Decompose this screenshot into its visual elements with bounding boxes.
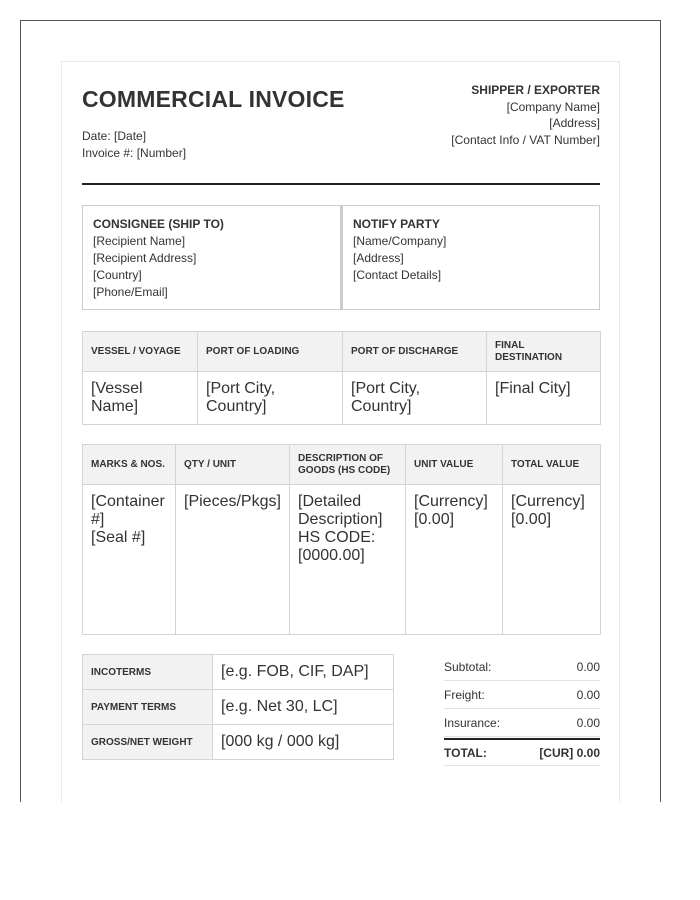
- total-value-cell: [503, 485, 601, 635]
- consignee-name: [Recipient Name]: [93, 234, 186, 248]
- terms-row: [83, 725, 394, 760]
- unit-currency: [Currency]: [414, 493, 488, 510]
- column-header: UNIT VALUE: [406, 445, 503, 485]
- seal-number: [Seal #]: [91, 529, 146, 546]
- goods-header-row: [83, 445, 601, 485]
- weight-value: [000 kg / 000 kg]: [213, 725, 394, 760]
- shipping-table: [82, 331, 601, 425]
- subtotal-label: Subtotal:: [444, 659, 492, 674]
- grand-total-value: [CUR] 0.00: [539, 745, 600, 760]
- shipper-block: [451, 82, 600, 148]
- consignee-address: [Recipient Address]: [93, 251, 197, 265]
- unit-amount: [0.00]: [414, 511, 455, 528]
- column-header: QTY / UNIT: [176, 445, 290, 485]
- insurance-row: [444, 709, 600, 737]
- invoice-meta: [82, 128, 186, 161]
- payment-terms-label: PAYMENT TERMS: [83, 690, 213, 725]
- hs-code: HS CODE: [0000.00]: [298, 529, 376, 564]
- consignee-country: [Country]: [93, 268, 142, 282]
- incoterms-value: [e.g. FOB, CIF, DAP]: [213, 655, 394, 690]
- column-header: VESSEL / VOYAGE: [83, 332, 198, 372]
- marks-cell: [83, 485, 176, 635]
- totals-block: [444, 653, 600, 766]
- terms-row: [83, 655, 394, 690]
- weight-label: GROSS/NET WEIGHT: [83, 725, 213, 760]
- description-cell: [290, 485, 406, 635]
- shipping-header-row: [83, 332, 601, 372]
- total-currency: [Currency]: [511, 493, 585, 510]
- goods-table: [82, 444, 601, 635]
- payment-terms-value: [e.g. Net 30, LC]: [213, 690, 394, 725]
- goods-description: [Detailed Description]: [298, 493, 383, 528]
- shipping-row: [83, 372, 601, 425]
- table-row: [83, 485, 601, 635]
- total-amount: [0.00]: [511, 511, 552, 528]
- consignee-contact: [Phone/Email]: [93, 285, 168, 299]
- consignee-heading: CONSIGNEE (SHIP TO): [93, 217, 224, 231]
- column-header: TOTAL VALUE: [503, 445, 601, 485]
- terms-row: [83, 690, 394, 725]
- notify-party-box: [341, 205, 600, 310]
- column-header: PORT OF DISCHARGE: [343, 332, 487, 372]
- terms-table: [82, 654, 394, 760]
- header-divider: [82, 183, 600, 185]
- freight-row: [444, 681, 600, 709]
- notify-name: [Name/Company]: [353, 234, 447, 248]
- qty-cell: [Pieces/Pkgs]: [176, 485, 290, 635]
- notify-address: [Address]: [353, 251, 404, 265]
- insurance-value: 0.00: [576, 715, 600, 730]
- port-loading-cell: [Port City, Country]: [198, 372, 343, 425]
- grand-total-label: TOTAL:: [444, 745, 487, 760]
- column-header: FINAL DESTINATION: [487, 332, 601, 372]
- shipper-contact: [Contact Info / VAT Number]: [451, 132, 600, 147]
- subtotal-value: 0.00: [576, 659, 600, 674]
- final-destination-cell: [Final City]: [487, 372, 601, 425]
- shipper-address: [Address]: [549, 116, 600, 130]
- column-header: DESCRIPTION OF GOODS (HS CODE): [290, 445, 406, 485]
- port-discharge-cell: [Port City, Country]: [343, 372, 487, 425]
- subtotal-row: [444, 653, 600, 681]
- invoice-number: Invoice #: [Number]: [82, 145, 187, 160]
- insurance-label: Insurance:: [444, 715, 501, 730]
- notify-contact: [Contact Details]: [353, 268, 442, 282]
- grand-total-row: [444, 738, 600, 766]
- unit-value-cell: [406, 485, 503, 635]
- shipper-heading: SHIPPER / EXPORTER: [471, 83, 600, 97]
- notify-heading: NOTIFY PARTY: [353, 217, 440, 231]
- column-header: PORT OF LOADING: [198, 332, 343, 372]
- invoice-date: Date: [Date]: [82, 129, 147, 143]
- incoterms-label: INCOTERMS: [83, 655, 213, 690]
- shipper-company: [Company Name]: [506, 99, 600, 114]
- invoice-title: COMMERCIAL INVOICE: [82, 86, 345, 112]
- freight-label: Freight:: [444, 687, 485, 702]
- column-header: MARKS & NOS.: [83, 445, 176, 485]
- vessel-cell: [Vessel Name]: [83, 372, 198, 425]
- consignee-box: [82, 205, 341, 310]
- container-number: [Container #]: [91, 493, 165, 528]
- freight-value: 0.00: [576, 687, 600, 702]
